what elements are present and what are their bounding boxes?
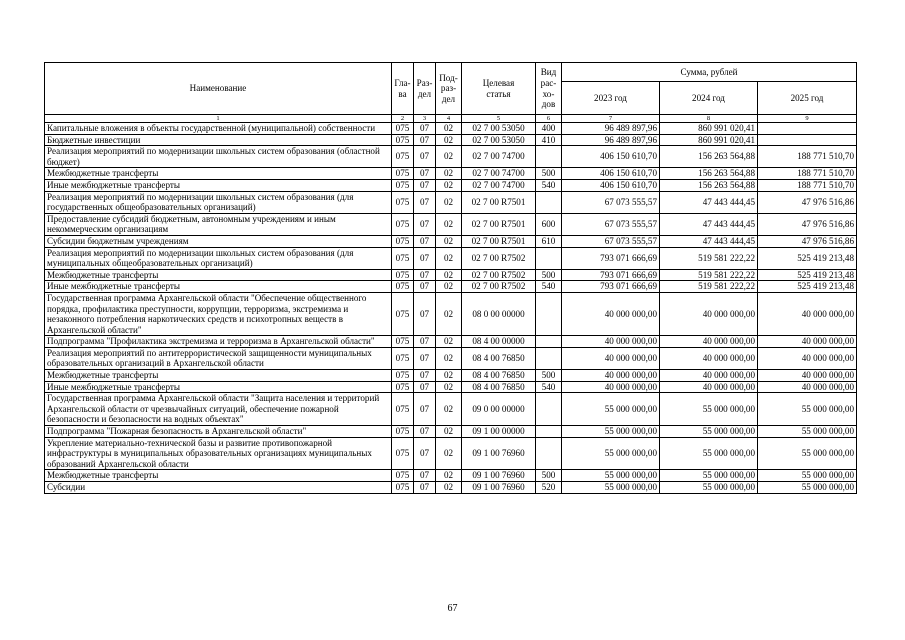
row-expense-type: 520 bbox=[536, 482, 562, 494]
row-section: 07 bbox=[414, 470, 436, 482]
row-sum-2023: 67 073 555,57 bbox=[562, 213, 660, 235]
col-header-name: Наименование bbox=[45, 63, 392, 115]
row-chapter: 075 bbox=[392, 146, 414, 168]
row-name: Реализация мероприятий по модернизации школьных систем образования (для государственных общеобразовательных организаций) bbox=[45, 191, 392, 213]
row-name: Государственная программа Архангельской области "Обеспечение общественного порядка, профилактика преступности, коррупции, терроризма, экстремизма и незаконного потребления наркотических средств и психотропных веществ в Архангельской области" bbox=[45, 292, 392, 335]
table-row bbox=[45, 247, 857, 269]
row-sum-2023: 406 150 610,70 bbox=[562, 168, 660, 180]
row-chapter: 075 bbox=[392, 191, 414, 213]
row-expense-type bbox=[536, 292, 562, 335]
row-subsection: 02 bbox=[436, 393, 462, 426]
row-target: 08 0 00 00000 bbox=[462, 292, 536, 335]
row-target: 02 7 00 74700 bbox=[462, 179, 536, 191]
row-subsection: 02 bbox=[436, 281, 462, 293]
row-expense-type bbox=[536, 191, 562, 213]
row-section: 07 bbox=[414, 269, 436, 281]
page-number: 67 bbox=[447, 603, 458, 614]
row-chapter: 075 bbox=[392, 426, 414, 438]
column-index: 6 bbox=[536, 115, 562, 123]
row-subsection: 02 bbox=[436, 168, 462, 180]
row-target: 09 0 00 00000 bbox=[462, 393, 536, 426]
row-name: Реализация мероприятий по модернизации школьных систем образования (для муниципальных общеобразовательных организаций) bbox=[45, 247, 392, 269]
row-section: 07 bbox=[414, 426, 436, 438]
row-subsection: 02 bbox=[436, 336, 462, 348]
row-target: 02 7 00 74700 bbox=[462, 168, 536, 180]
row-section: 07 bbox=[414, 336, 436, 348]
row-subsection: 02 bbox=[436, 123, 462, 135]
table-body bbox=[45, 123, 857, 494]
row-target: 02 7 00 R7501 bbox=[462, 213, 536, 235]
row-subsection: 02 bbox=[436, 347, 462, 369]
row-chapter: 075 bbox=[392, 393, 414, 426]
row-subsection: 02 bbox=[436, 370, 462, 382]
row-section: 07 bbox=[414, 134, 436, 146]
row-sum-2023: 40 000 000,00 bbox=[562, 381, 660, 393]
row-sum-2025: 55 000 000,00 bbox=[758, 426, 857, 438]
column-index: 3 bbox=[414, 115, 436, 123]
row-sum-2023: 55 000 000,00 bbox=[562, 437, 660, 470]
row-chapter: 075 bbox=[392, 179, 414, 191]
row-chapter: 075 bbox=[392, 235, 414, 247]
column-index: 5 bbox=[462, 115, 536, 123]
row-sum-2024: 40 000 000,00 bbox=[660, 336, 758, 348]
row-sum-2025: 47 976 516,86 bbox=[758, 213, 857, 235]
row-name: Бюджетные инвестиции bbox=[45, 134, 392, 146]
row-sum-2024: 40 000 000,00 bbox=[660, 381, 758, 393]
row-expense-type: 600 bbox=[536, 213, 562, 235]
row-sum-2025: 55 000 000,00 bbox=[758, 482, 857, 494]
row-sum-2024: 55 000 000,00 bbox=[660, 426, 758, 438]
row-chapter: 075 bbox=[392, 247, 414, 269]
row-target: 02 7 00 R7502 bbox=[462, 247, 536, 269]
col-header-2025: 2025 год bbox=[758, 82, 857, 115]
column-index: 7 bbox=[562, 115, 660, 123]
row-sum-2025: 188 771 510,70 bbox=[758, 179, 857, 191]
row-target: 08 4 00 00000 bbox=[462, 336, 536, 348]
table-row bbox=[45, 482, 857, 494]
row-sum-2024: 860 991 020,41 bbox=[660, 134, 758, 146]
row-expense-type bbox=[536, 146, 562, 168]
row-target: 02 7 00 R7502 bbox=[462, 269, 536, 281]
row-name: Укрепление материально-технической базы и развитие противопожарной инфраструктуры в муниципальных образовательных организациях муниципальных образований Архангельской области bbox=[45, 437, 392, 470]
row-sum-2025 bbox=[758, 123, 857, 135]
row-chapter: 075 bbox=[392, 269, 414, 281]
table-row bbox=[45, 370, 857, 382]
row-sum-2025: 55 000 000,00 bbox=[758, 437, 857, 470]
row-section: 07 bbox=[414, 281, 436, 293]
row-sum-2023: 55 000 000,00 bbox=[562, 393, 660, 426]
row-target: 02 7 00 74700 bbox=[462, 146, 536, 168]
row-name: Иные межбюджетные трансферты bbox=[45, 281, 392, 293]
row-name: Межбюджетные трансферты bbox=[45, 470, 392, 482]
row-section: 07 bbox=[414, 146, 436, 168]
budget-table bbox=[44, 62, 857, 494]
row-section: 07 bbox=[414, 168, 436, 180]
row-sum-2024: 519 581 222,22 bbox=[660, 269, 758, 281]
row-sum-2023: 67 073 555,57 bbox=[562, 235, 660, 247]
row-subsection: 02 bbox=[436, 269, 462, 281]
row-section: 07 bbox=[414, 393, 436, 426]
row-sum-2023: 40 000 000,00 bbox=[562, 336, 660, 348]
row-sum-2024: 860 991 020,41 bbox=[660, 123, 758, 135]
col-header-2023: 2023 год bbox=[562, 82, 660, 115]
row-sum-2024: 156 263 564,88 bbox=[660, 146, 758, 168]
row-target: 02 7 00 R7501 bbox=[462, 191, 536, 213]
table-row bbox=[45, 134, 857, 146]
row-chapter: 075 bbox=[392, 281, 414, 293]
col-header-chapter: Гла- ва bbox=[392, 63, 414, 115]
row-sum-2024: 55 000 000,00 bbox=[660, 393, 758, 426]
row-sum-2025: 55 000 000,00 bbox=[758, 393, 857, 426]
row-name: Государственная программа Архангельской области "Защита населения и территорий Архангельской области от чрезвычайных ситуаций, обеспечение пожарной безопасности и безопасности на водных объектах" bbox=[45, 393, 392, 426]
row-chapter: 075 bbox=[392, 336, 414, 348]
column-index: 4 bbox=[436, 115, 462, 123]
row-target: 09 1 00 76960 bbox=[462, 437, 536, 470]
row-expense-type bbox=[536, 336, 562, 348]
row-section: 07 bbox=[414, 213, 436, 235]
row-sum-2023: 40 000 000,00 bbox=[562, 370, 660, 382]
row-sum-2024: 519 581 222,22 bbox=[660, 247, 758, 269]
table-header bbox=[45, 63, 857, 123]
row-sum-2025: 40 000 000,00 bbox=[758, 292, 857, 335]
row-sum-2024: 55 000 000,00 bbox=[660, 437, 758, 470]
row-target: 09 1 00 00000 bbox=[462, 426, 536, 438]
row-expense-type: 500 bbox=[536, 470, 562, 482]
col-header-sum-group: Сумма, рублей bbox=[562, 63, 857, 82]
row-sum-2023: 67 073 555,57 bbox=[562, 191, 660, 213]
row-sum-2025: 40 000 000,00 bbox=[758, 347, 857, 369]
row-sum-2023: 55 000 000,00 bbox=[562, 482, 660, 494]
row-sum-2024: 55 000 000,00 bbox=[660, 482, 758, 494]
row-target: 08 4 00 76850 bbox=[462, 370, 536, 382]
row-name: Реализация мероприятий по антитеррористической защищенности муниципальных образовательных организаций в Архангельской области bbox=[45, 347, 392, 369]
row-name: Подпрограмма "Пожарная безопасность в Архангельской области" bbox=[45, 426, 392, 438]
table-row bbox=[45, 347, 857, 369]
row-chapter: 075 bbox=[392, 370, 414, 382]
row-sum-2025: 188 771 510,70 bbox=[758, 146, 857, 168]
row-chapter: 075 bbox=[392, 482, 414, 494]
row-subsection: 02 bbox=[436, 437, 462, 470]
row-expense-type: 540 bbox=[536, 179, 562, 191]
row-sum-2023: 96 489 897,96 bbox=[562, 123, 660, 135]
table-row bbox=[45, 269, 857, 281]
row-section: 07 bbox=[414, 370, 436, 382]
row-chapter: 075 bbox=[392, 123, 414, 135]
col-header-subsection: Под- раз- дел bbox=[436, 63, 462, 115]
row-subsection: 02 bbox=[436, 247, 462, 269]
row-sum-2025: 40 000 000,00 bbox=[758, 370, 857, 382]
table-row bbox=[45, 393, 857, 426]
row-section: 07 bbox=[414, 179, 436, 191]
row-expense-type: 500 bbox=[536, 370, 562, 382]
row-sum-2025: 525 419 213,48 bbox=[758, 269, 857, 281]
row-chapter: 075 bbox=[392, 213, 414, 235]
row-subsection: 02 bbox=[436, 292, 462, 335]
row-chapter: 075 bbox=[392, 347, 414, 369]
row-expense-type bbox=[536, 426, 562, 438]
col-header-expense-type: Вид рас- хо- дов bbox=[536, 63, 562, 115]
row-sum-2025: 55 000 000,00 bbox=[758, 470, 857, 482]
row-section: 07 bbox=[414, 191, 436, 213]
table-row bbox=[45, 235, 857, 247]
table-row bbox=[45, 168, 857, 180]
row-sum-2025: 47 976 516,86 bbox=[758, 235, 857, 247]
row-subsection: 02 bbox=[436, 470, 462, 482]
col-header-2024: 2024 год bbox=[660, 82, 758, 115]
row-expense-type: 400 bbox=[536, 123, 562, 135]
row-sum-2024: 156 263 564,88 bbox=[660, 179, 758, 191]
row-sum-2024: 40 000 000,00 bbox=[660, 370, 758, 382]
row-expense-type: 500 bbox=[536, 269, 562, 281]
row-sum-2025 bbox=[758, 134, 857, 146]
row-subsection: 02 bbox=[436, 179, 462, 191]
row-name: Подпрограмма "Профилактика экстремизма и терроризма в Архангельской области" bbox=[45, 336, 392, 348]
row-target: 02 7 00 R7502 bbox=[462, 281, 536, 293]
row-chapter: 075 bbox=[392, 292, 414, 335]
row-name: Иные межбюджетные трансферты bbox=[45, 179, 392, 191]
table-row bbox=[45, 426, 857, 438]
row-sum-2024: 156 263 564,88 bbox=[660, 168, 758, 180]
column-index-row bbox=[45, 115, 857, 123]
row-sum-2024: 40 000 000,00 bbox=[660, 347, 758, 369]
row-sum-2024: 47 443 444,45 bbox=[660, 191, 758, 213]
row-chapter: 075 bbox=[392, 381, 414, 393]
table-row bbox=[45, 123, 857, 135]
row-expense-type: 410 bbox=[536, 134, 562, 146]
row-chapter: 075 bbox=[392, 168, 414, 180]
row-subsection: 02 bbox=[436, 213, 462, 235]
table-row bbox=[45, 437, 857, 470]
row-expense-type bbox=[536, 393, 562, 426]
row-expense-type bbox=[536, 437, 562, 470]
row-sum-2023: 406 150 610,70 bbox=[562, 179, 660, 191]
row-sum-2023: 793 071 666,69 bbox=[562, 269, 660, 281]
row-section: 07 bbox=[414, 235, 436, 247]
row-sum-2024: 55 000 000,00 bbox=[660, 470, 758, 482]
row-sum-2024: 519 581 222,22 bbox=[660, 281, 758, 293]
row-section: 07 bbox=[414, 381, 436, 393]
row-chapter: 075 bbox=[392, 437, 414, 470]
row-name: Капитальные вложения в объекты государственной (муниципальной) собственности bbox=[45, 123, 392, 135]
row-name: Межбюджетные трансферты bbox=[45, 168, 392, 180]
row-name: Предоставление субсидий бюджетным, автономным учреждениям и иным некоммерческим организациям bbox=[45, 213, 392, 235]
row-sum-2025: 188 771 510,70 bbox=[758, 168, 857, 180]
row-expense-type bbox=[536, 347, 562, 369]
row-subsection: 02 bbox=[436, 191, 462, 213]
row-chapter: 075 bbox=[392, 134, 414, 146]
row-sum-2025: 40 000 000,00 bbox=[758, 381, 857, 393]
row-target: 09 1 00 76960 bbox=[462, 482, 536, 494]
row-sum-2023: 793 071 666,69 bbox=[562, 281, 660, 293]
column-index: 9 bbox=[758, 115, 857, 123]
row-section: 07 bbox=[414, 292, 436, 335]
row-name: Межбюджетные трансферты bbox=[45, 269, 392, 281]
row-sum-2023: 406 150 610,70 bbox=[562, 146, 660, 168]
row-target: 02 7 00 R7501 bbox=[462, 235, 536, 247]
row-sum-2023: 40 000 000,00 bbox=[562, 292, 660, 335]
row-sum-2023: 55 000 000,00 bbox=[562, 470, 660, 482]
row-subsection: 02 bbox=[436, 134, 462, 146]
row-sum-2025: 525 419 213,48 bbox=[758, 247, 857, 269]
row-section: 07 bbox=[414, 123, 436, 135]
row-target: 08 4 00 76850 bbox=[462, 347, 536, 369]
row-subsection: 02 bbox=[436, 381, 462, 393]
table-row bbox=[45, 281, 857, 293]
row-expense-type: 540 bbox=[536, 281, 562, 293]
row-name: Иные межбюджетные трансферты bbox=[45, 381, 392, 393]
row-expense-type: 540 bbox=[536, 381, 562, 393]
table-row bbox=[45, 381, 857, 393]
row-subsection: 02 bbox=[436, 146, 462, 168]
row-name: Реализация мероприятий по модернизации школьных систем образования (областной бюджет) bbox=[45, 146, 392, 168]
row-expense-type bbox=[536, 247, 562, 269]
table-row bbox=[45, 336, 857, 348]
row-sum-2024: 47 443 444,45 bbox=[660, 213, 758, 235]
row-target: 09 1 00 76960 bbox=[462, 470, 536, 482]
column-index: 8 bbox=[660, 115, 758, 123]
row-section: 07 bbox=[414, 247, 436, 269]
row-sum-2025: 40 000 000,00 bbox=[758, 336, 857, 348]
row-target: 02 7 00 53050 bbox=[462, 123, 536, 135]
table-row bbox=[45, 213, 857, 235]
column-index: 2 bbox=[392, 115, 414, 123]
row-section: 07 bbox=[414, 347, 436, 369]
row-sum-2023: 96 489 897,96 bbox=[562, 134, 660, 146]
table-row bbox=[45, 191, 857, 213]
row-section: 07 bbox=[414, 437, 436, 470]
table-row bbox=[45, 146, 857, 168]
row-name: Межбюджетные трансферты bbox=[45, 370, 392, 382]
row-subsection: 02 bbox=[436, 482, 462, 494]
row-name: Субсидии bbox=[45, 482, 392, 494]
row-sum-2024: 40 000 000,00 bbox=[660, 292, 758, 335]
table-row bbox=[45, 292, 857, 335]
row-sum-2023: 55 000 000,00 bbox=[562, 426, 660, 438]
row-sum-2024: 47 443 444,45 bbox=[660, 235, 758, 247]
col-header-target: Целевая статья bbox=[462, 63, 536, 115]
column-index: 1 bbox=[45, 115, 392, 123]
col-header-section: Раз- дел bbox=[414, 63, 436, 115]
row-sum-2023: 793 071 666,69 bbox=[562, 247, 660, 269]
table-row bbox=[45, 179, 857, 191]
row-section: 07 bbox=[414, 482, 436, 494]
row-sum-2025: 47 976 516,86 bbox=[758, 191, 857, 213]
row-chapter: 075 bbox=[392, 470, 414, 482]
row-subsection: 02 bbox=[436, 426, 462, 438]
table-row bbox=[45, 470, 857, 482]
row-name: Субсидии бюджетным учреждениям bbox=[45, 235, 392, 247]
row-sum-2025: 525 419 213,48 bbox=[758, 281, 857, 293]
row-target: 08 4 00 76850 bbox=[462, 381, 536, 393]
row-expense-type: 610 bbox=[536, 235, 562, 247]
row-sum-2023: 40 000 000,00 bbox=[562, 347, 660, 369]
row-subsection: 02 bbox=[436, 235, 462, 247]
row-expense-type: 500 bbox=[536, 168, 562, 180]
row-target: 02 7 00 53050 bbox=[462, 134, 536, 146]
